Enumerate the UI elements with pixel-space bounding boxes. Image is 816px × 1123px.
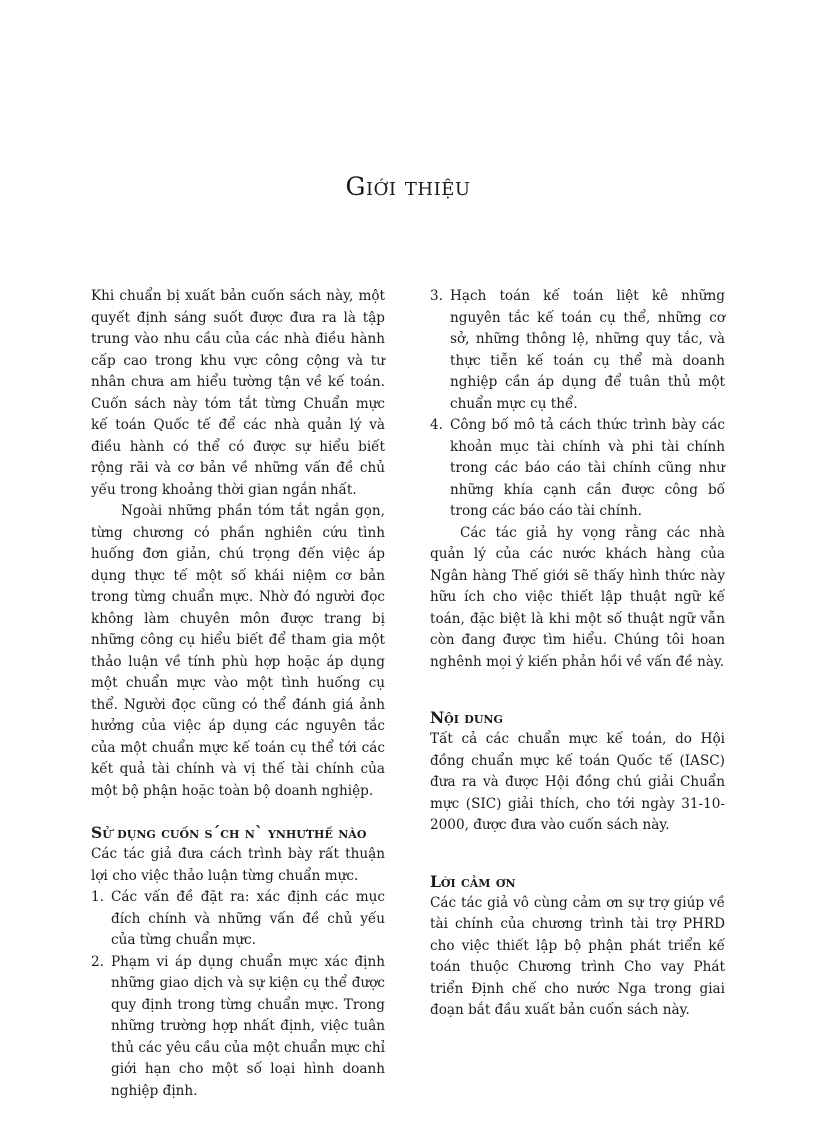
usage-heading: Sử dụng cuốn s´ch n` ynhưthế nào	[91, 823, 367, 842]
usage-list-continued	[430, 286, 725, 523]
list-item-number: 2.	[91, 953, 104, 970]
thanks-heading: Lời cảm ơn	[430, 871, 516, 891]
usage-intro: Các tác giả đưa cách trình bày rất thuận lợi cho việc thảo luận từng chuẩn mực.	[91, 846, 385, 884]
usage-list	[91, 887, 385, 1102]
list-item-number: 4.	[430, 417, 443, 433]
list-item-text: Hạch toán kế toán liệt kê những nguyên tắc kế toán cụ thể, những cơ sở, những thông lệ, những quy tắc, và thực tiễn kế toán cụ thể mà doanh nghiệp cần áp dụng để tuân thủ một chuẩn mực cụ thể.	[450, 288, 725, 412]
list-item	[91, 952, 385, 1103]
left-column	[91, 286, 385, 1102]
list-item	[430, 286, 725, 415]
intro-paragraph-2: Ngoài những phần tóm tắt ngắn gọn, từng chương có phần nghiên cứu tình huống đơn giản, chú trọng đến việc áp dụng thực tế một số khái niệm cơ bản trong từng chuẩn mực. Nhờ đó người đọc không làm chuyên môn được trang bị những công cụ hiểu biết để tham gia một thảo luận về tính phù hợp hoặc áp dụng một chuẩn mực vào một tình huống cụ thể. Người đọc cũng có thể đánh giá ảnh hưởng của việc áp dụng các nguyên tắc của một chuẩn mực kế toán cụ thể tới các kết quả tài chính và vị thế tài chính của một bộ phận hoặc toàn bộ doanh nghiệp.	[91, 503, 385, 799]
list-item-text: Các vấn đề đặt ra: xác định các mục đích chính và những vấn đề chủ yếu của từng chuẩn mực.	[111, 889, 385, 948]
list-item-text: Phạm vi áp dụng chuẩn mực xác định những giao dịch và sự kiện cụ thể được quy định trong từng chuẩn mực. Trong những trường hợp nhất định, việc tuân thủ các yêu cầu của một chuẩn mực chỉ giới hạn cho một số loại hình doanh nghiệp định.	[111, 953, 385, 1099]
list-item-number: 3.	[430, 288, 443, 304]
hope-paragraph: Các tác giả hy vọng rằng các nhà quản lý của các nước khách hàng của Ngân hàng Thế giới sẽ thấy hình thức này hữu ích cho việc thiết lập thuật ngữ kế toán, đặc biệt là khi một số thuật ngữ vẫn còn đang được tìm hiểu. Chúng tôi hoan nghênh mọi ý kiến phản hồi về vấn đề này.	[430, 524, 725, 670]
list-item	[430, 415, 725, 523]
content-heading: Nội dung	[430, 708, 503, 727]
list-item	[91, 887, 385, 952]
right-column	[430, 286, 725, 1022]
intro-paragraph-1: Khi chuẩn bị xuất bản cuốn sách này, một quyết định sáng suốt được đưa ra là tập trung vào nhu cầu của các nhà điều hành cấp cao trong khu vực công cộng và tư nhân chưa am hiểu tường tận về kế toán. Cuốn sách này tóm tắt từng Chuẩn mực kế toán Quốc tế để các nhà quản lý và điều hành có thể có được sự hiểu biết rộng rãi và cơ bản về những vấn đề chủ yếu trong khoảng thời gian ngắn nhất.	[91, 288, 385, 498]
content-paragraph: Tất cả các chuẩn mực kế toán, do Hội đồng chuẩn mực kế toán Quốc tế (IASC) đưa ra và được Hội đồng chú giải Chuẩn mực (SIC) giải thích, cho tới ngày 31-10-2000, được đưa vào cuốn sách này.	[430, 731, 725, 833]
list-item-number: 1.	[91, 889, 104, 905]
list-item-text: Công bố mô tả cách thức trình bày các khoản mục tài chính và phi tài chính trong các báo cáo tài chính cũng như những khía cạnh cần được công bố trong các báo cáo tài chính.	[450, 417, 725, 519]
thanks-paragraph: Các tác giả vô cùng cảm ơn sự trợ giúp về tài chính của chương trình tài trợ PHRD cho việc thiết lập bộ phận phát triển kế toán thuộc Chương trình Cho vay Phát triển Định chế cho nước Nga trong giai đoạn bắt đầu xuất bản cuốn sách này.	[430, 894, 725, 1018]
page-title: Giới thiệu	[345, 172, 471, 201]
